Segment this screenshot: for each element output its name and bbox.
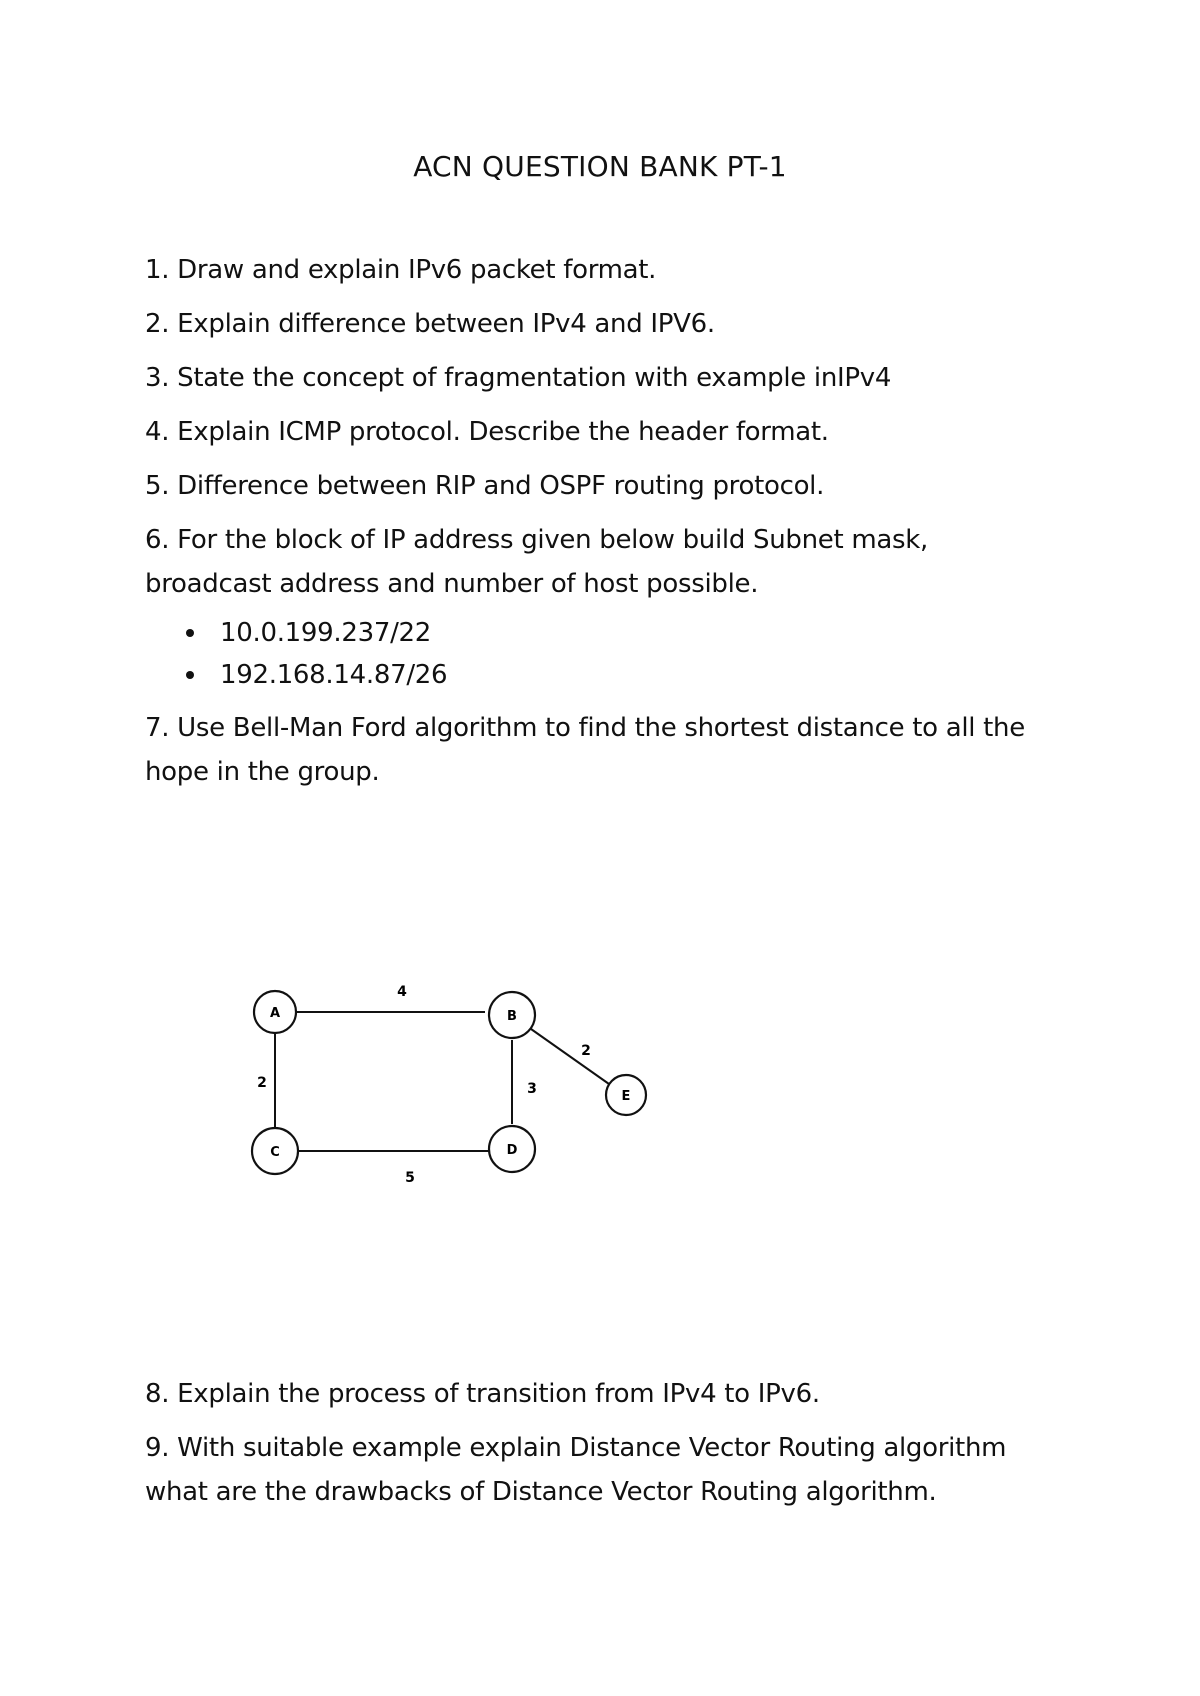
question-3: 3. State the concept of fragmentation with example inIPv4 xyxy=(145,363,892,393)
edge-weight-a-b: 4 xyxy=(397,984,407,1000)
node-label: E xyxy=(621,1089,631,1104)
network-graph-diagram xyxy=(240,960,700,1200)
question-4: 4. Explain ICMP protocol. Describe the header format. xyxy=(145,417,829,447)
edge-weight-c-d: 5 xyxy=(405,1170,415,1186)
bullet-icon xyxy=(186,629,194,637)
node-label: A xyxy=(269,1006,281,1021)
question-6-line-1: 6. For the block of IP address given below build Subnet mask, xyxy=(145,525,928,555)
edge-weight-b-d: 3 xyxy=(527,1081,537,1097)
graph-node-a xyxy=(254,991,296,1033)
question-7 xyxy=(145,706,1085,794)
graph-node-b xyxy=(489,992,535,1038)
edge-weight-b-e: 2 xyxy=(581,1043,591,1059)
question-7-line-1: 7. Use Bell-Man Ford algorithm to find the shortest distance to all the xyxy=(145,713,1025,743)
document-title: ACN QUESTION BANK PT-1 xyxy=(413,150,787,183)
list-item xyxy=(180,612,447,654)
graph-node-e xyxy=(606,1075,646,1115)
question-9-line-1: 9. With suitable example explain Distance Vector Routing algorithm xyxy=(145,1433,1007,1463)
graph-node-d xyxy=(489,1126,535,1172)
node-label: C xyxy=(270,1145,280,1160)
node-label: B xyxy=(507,1009,517,1024)
question-9-line-2: what are the drawbacks of Distance Vector Routing algorithm. xyxy=(145,1477,937,1507)
bullet-icon xyxy=(186,671,194,679)
ip-address: 192.168.14.87/26 xyxy=(220,660,448,690)
question-6-line-2: broadcast address and number of host possible. xyxy=(145,569,759,599)
question-8: 8. Explain the process of transition from IPv4 to IPv6. xyxy=(145,1379,820,1409)
question-6 xyxy=(145,518,1085,606)
edge-b-e xyxy=(531,1029,609,1084)
question-9 xyxy=(145,1426,1085,1514)
question-1: 1. Draw and explain IPv6 packet format. xyxy=(145,255,657,285)
question-5: 5. Difference between RIP and OSPF routing protocol. xyxy=(145,471,825,501)
edge-weight-a-c: 2 xyxy=(257,1075,267,1091)
list-item xyxy=(180,654,447,696)
node-label: D xyxy=(506,1143,518,1158)
question-2: 2. Explain difference between IPv4 and IPV6. xyxy=(145,309,715,339)
ip-address: 10.0.199.237/22 xyxy=(220,618,432,648)
question-7-line-2: hope in the group. xyxy=(145,757,380,787)
graph-node-c xyxy=(252,1128,298,1174)
ip-address-list xyxy=(180,612,447,696)
